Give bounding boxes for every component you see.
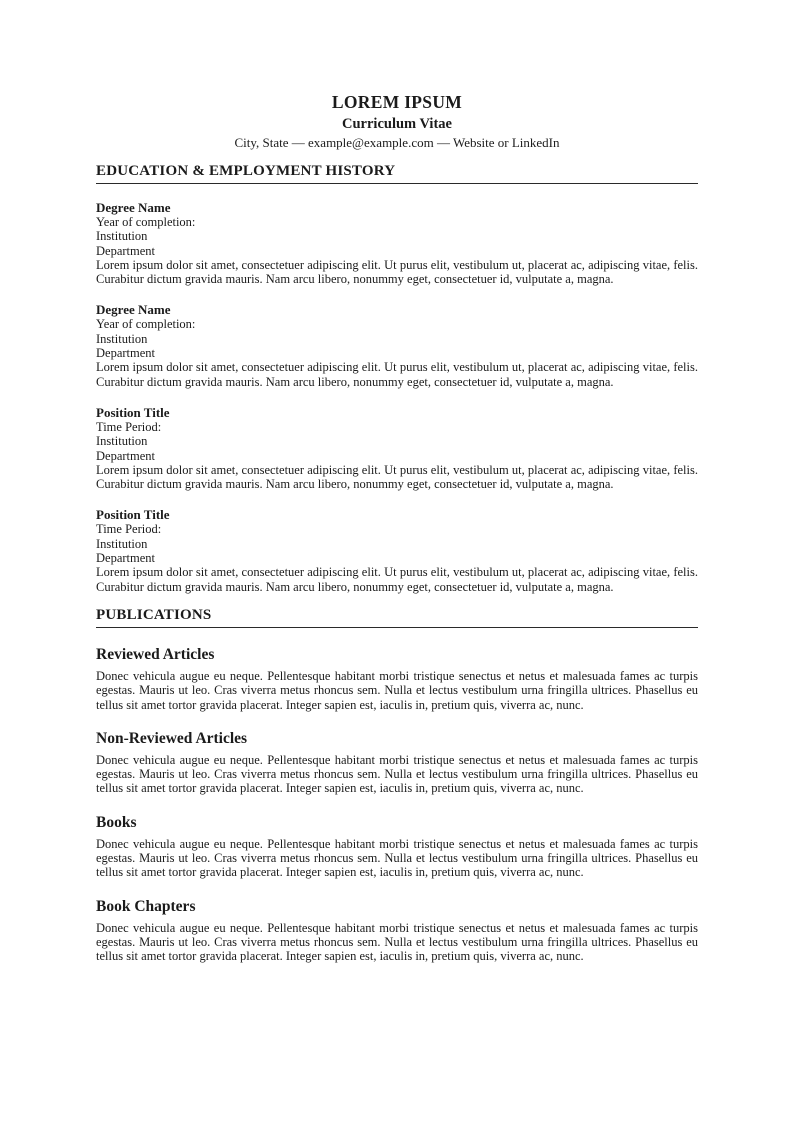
subsection-heading: Non-Reviewed Articles <box>96 729 248 747</box>
entry-description: Lorem ipsum dolor sit amet, consectetuer adipiscing elit. Ut purus elit, vestibulum ut, placerat ac, adipiscing vitae, felis. Curabitur dictum gravida mauris. Nam arcu libero, nonummy eget, consectetuer id, vulputate a, magna. <box>96 360 698 389</box>
subsection-body: Donec vehicula augue eu neque. Pellentesque habitant morbi tristique senectus et netus et malesuada fames ac turpis egestas. Mauris ut leo. Cras viverra metus rhoncus sem. Nulla et lectus vestibulum urna fringilla ultrices. Phasellus eu tellus sit amet tortor gravida placerat. Integer sapien est, iaculis in, pretium quis, viverra ac, nunc. <box>96 668 698 712</box>
entry-heading: Degree Name <box>96 302 171 318</box>
entry-meta-department: Department <box>96 243 156 258</box>
entry-heading: Position Title <box>96 507 170 523</box>
entry-heading: Position Title <box>96 404 170 420</box>
entry-description: Lorem ipsum dolor sit amet, consectetuer adipiscing elit. Ut purus elit, vestibulum ut, placerat ac, adipiscing vitae, felis. Curabitur dictum gravida mauris. Nam arcu libero, nonummy eget, consectetuer id, vulputate a, magna. <box>96 462 698 492</box>
cv-contact-line: City, State — example@example.com — Website or LinkedIn <box>234 135 560 150</box>
entry-meta-institution: Institution <box>96 434 148 449</box>
subsection-body: Donec vehicula augue eu neque. Pellentesque habitant morbi tristique senectus et netus et malesuada fames ac turpis egestas. Mauris ut leo. Cras viverra metus rhoncus sem. Nulla et lectus vestibulum urna fringilla ultrices. Phasellus eu tellus sit amet tortor gravida placerat. Integer sapien est, iaculis in, pretium quis, viverra ac, nunc. <box>96 752 698 796</box>
entry-description: Lorem ipsum dolor sit amet, consectetuer adipiscing elit. Ut purus elit, vestibulum ut, placerat ac, adipiscing vitae, felis. Curabitur dictum gravida mauris. Nam arcu libero, nonummy eget, consectetuer id, vulputate a, magna. <box>96 565 698 594</box>
subsection-reviewed-articles <box>96 645 698 712</box>
entry-meta-department: Department <box>96 551 156 566</box>
section-title-publications: PUBLICATIONS <box>96 607 698 628</box>
entry-meta-institution: Institution <box>96 536 148 551</box>
subsection-heading: Book Chapters <box>96 897 196 915</box>
entry-meta-year: Year of completion: <box>96 215 196 229</box>
cv-header <box>96 92 698 150</box>
cv-name: LOREM IPSUM <box>331 92 463 112</box>
entry-heading: Degree Name <box>96 200 171 215</box>
subsection-non-reviewed-articles <box>96 729 698 796</box>
entry-meta-institution: Institution <box>96 331 148 346</box>
subsection-body: Donec vehicula augue eu neque. Pellentesque habitant morbi tristique senectus et netus et malesuada fames ac turpis egestas. Mauris ut leo. Cras viverra metus rhoncus sem. Nulla et lectus vestibulum urna fringilla ultrices. Phasellus eu tellus sit amet tortor gravida placerat. Integer sapien est, iaculis in, pretium quis, viverra ac, nunc. <box>96 836 698 880</box>
subsection-heading: Reviewed Articles <box>96 645 215 663</box>
section-title-education-employment: EDUCATION & EMPLOYMENT HISTORY <box>96 163 698 184</box>
entry-description: Lorem ipsum dolor sit amet, consectetuer adipiscing elit. Ut purus elit, vestibulum ut, placerat ac, adipiscing vitae, felis. Curabitur dictum gravida mauris. Nam arcu libero, nonummy eget, consectetuer id, vulputate a, magna. <box>96 257 698 287</box>
subsection-books <box>96 813 698 880</box>
entry-meta-department: Department <box>96 346 156 361</box>
entry-meta-time-period: Time Period: <box>96 522 162 537</box>
education-entry-1 <box>96 200 698 286</box>
entry-meta-department: Department <box>96 448 156 463</box>
section-publications <box>96 607 698 964</box>
subsection-book-chapters <box>96 897 698 964</box>
cv-subtitle: Curriculum Vitae <box>342 116 452 132</box>
entry-meta-time-period: Time Period: <box>96 419 162 434</box>
subsection-heading: Books <box>96 813 137 831</box>
employment-entry-2 <box>96 507 698 593</box>
section-education-employment <box>96 163 698 594</box>
employment-entry-1 <box>96 405 698 491</box>
education-entry-2 <box>96 302 698 388</box>
subsection-body: Donec vehicula augue eu neque. Pellentesque habitant morbi tristique senectus et netus et malesuada fames ac turpis egestas. Mauris ut leo. Cras viverra metus rhoncus sem. Nulla et lectus vestibulum urna fringilla ultrices. Phasellus eu tellus sit amet tortor gravida placerat. Integer sapien est, iaculis in, pretium quis, viverra ac, nunc. <box>96 920 698 964</box>
entry-meta-year: Year of completion: <box>96 317 196 332</box>
entry-meta-institution: Institution <box>96 229 148 244</box>
